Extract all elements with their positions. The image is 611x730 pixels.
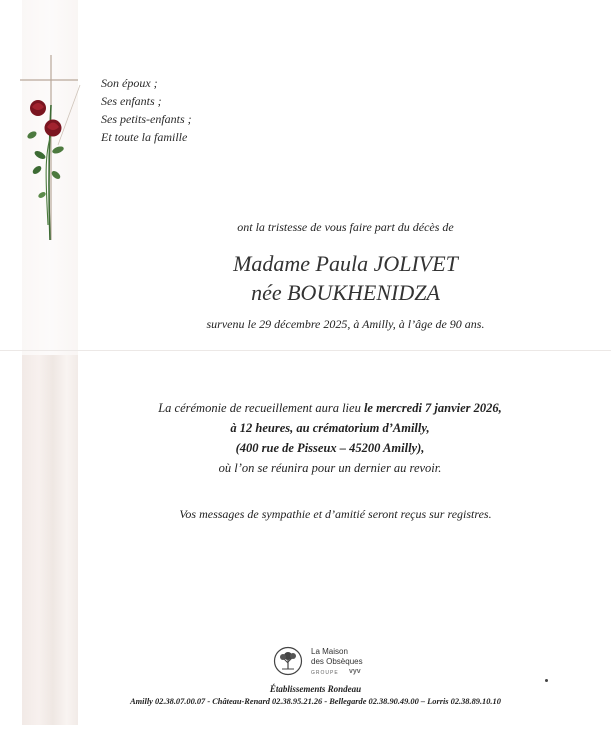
family-line-spouse: Son époux ; bbox=[101, 76, 158, 90]
family-line-children: Ses enfants ; bbox=[101, 94, 162, 108]
funeral-home-logo bbox=[273, 644, 393, 684]
deceased-maiden-name: née BOUKHENIDZA bbox=[251, 280, 440, 305]
death-details: survenu le 29 décembre 2025, à Amilly, à l’âge de 90 ans. bbox=[206, 317, 485, 331]
ceremony-address: (400 rue de Pisseux – 45200 Amilly), bbox=[235, 441, 425, 455]
family-line-grandchildren: Ses petits-enfants ; bbox=[101, 112, 192, 126]
ceremony-time-place: à 12 heures, au crématorium d’Amilly, bbox=[230, 421, 430, 435]
logo-line-2: des Obsèques bbox=[311, 657, 363, 666]
condolence-messages: Vos messages de sympathie et d’amitié seront reçus sur registres. bbox=[179, 507, 492, 521]
fold-line bbox=[0, 350, 611, 351]
logo-line-1: La Maison bbox=[311, 647, 348, 656]
ceremony-details bbox=[60, 398, 600, 478]
family-line-all: Et toute la famille bbox=[101, 130, 188, 144]
establishment-name: Établissements Rondeau bbox=[269, 684, 362, 694]
decorative-dot bbox=[545, 679, 548, 682]
logo-group-brand: vyv bbox=[349, 668, 361, 675]
ceremony-line-1 bbox=[60, 398, 600, 418]
tree-icon bbox=[273, 646, 303, 676]
announcement-intro: ont la tristesse de vous faire part du décès de bbox=[237, 220, 454, 234]
logo-group-label: GROUPE bbox=[311, 670, 339, 676]
ceremony-date: le mercredi 7 janvier 2026, bbox=[363, 401, 502, 415]
contact-phone-numbers: Amilly 02.38.07.00.07 - Château-Renard 02.38.95.21.26 - Bellegarde 02.38.90.49.00 – Lorris 02.38.89.10.10 bbox=[130, 697, 501, 706]
deceased-name: Madame Paula JOLIVET bbox=[233, 251, 458, 276]
ceremony-gathering: où l’on se réunira pour un dernier au revoir. bbox=[218, 461, 442, 475]
ceremony-intro-text: La cérémonie de recueillement aura lieu bbox=[158, 401, 364, 415]
rose-cross-illustration bbox=[18, 55, 98, 245]
logo-wordmark bbox=[311, 647, 363, 667]
family-list bbox=[101, 74, 192, 146]
